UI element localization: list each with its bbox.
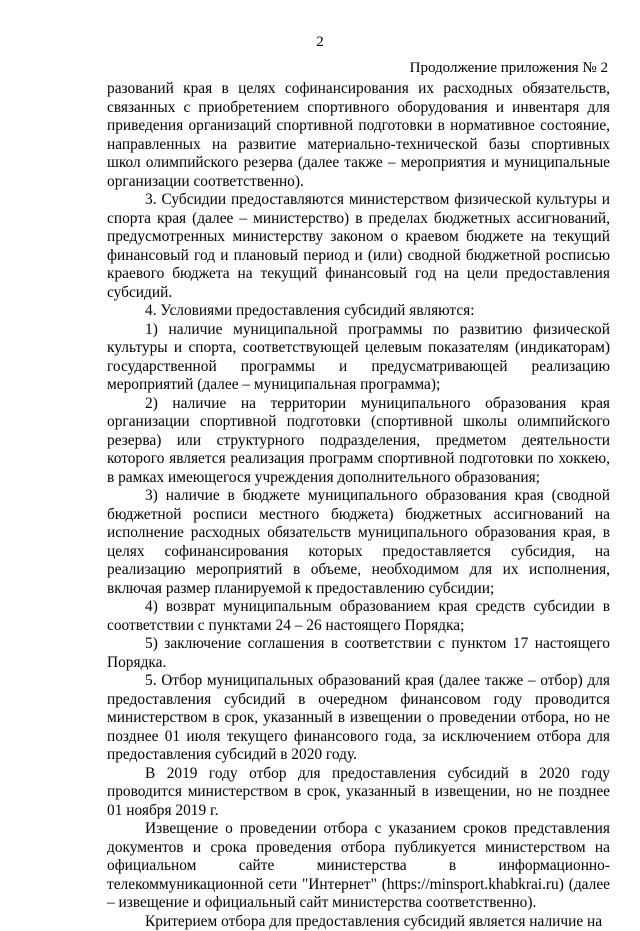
page-number: 2 [0, 34, 640, 51]
paragraph-continued: разований края в целях софинансирования их расходных обязательств, связанных с приобретением спортивного оборудования и инвентаря для приведения организаций спортивной подготовки в нормативное состояние, направленных на развитие материально-технической базы спортивных школ олимпийского резерва (далее также – мероприятия и муниципальные организации соответственно). [107, 80, 610, 191]
condition-1: 1) наличие муниципальной программы по развитию физической культуры и спорта, соответствующей целевым показателям (индикаторам) государственной программы и предусматривающей реализацию мероприятий (далее – муниципальная программа); [107, 321, 610, 395]
appendix-continuation-label: Продолжение приложения № 2 [410, 60, 608, 77]
paragraph-notice: Извещение о проведении отбора с указанием сроков представления документов и срока проведения отбора публикуется министерством на официальном сайте министерства в информационно-телекоммуникационной сети "Интернет" (https://minsport.khabkrai.ru) (далее – извещение и официальный сайт министерства соответственно). [107, 820, 610, 913]
paragraph-item-3: 3. Субсидии предоставляются министерством физической культуры и спорта края (далее – министерство) в пределах бюджетных ассигнований, предусмотренных министерству законом о краевом бюджете на текущий финансовый год и плановый период и (или) сводной бюджетной росписью краевого бюджета на текущий финансовый год на цели предоставления субсидий. [107, 191, 610, 302]
paragraph-item-4: 4. Условиями предоставления субсидий являются: [107, 302, 610, 321]
document-body [107, 80, 610, 931]
condition-3: 3) наличие в бюджете муниципального образования края (сводной бюджетной росписи местного бюджета) бюджетных ассигнований на исполнение расходных обязательств муниципального образования края, в целях софинансирования которых предоставляется субсидия, на реализацию мероприятий в объеме, необходимом для их исполнения, включая размер планируемой к предоставлению субсидии; [107, 487, 610, 598]
paragraph-item-5: 5. Отбор муниципальных образований края (далее также – отбор) для предоставления субсидий в очередном финансовом году проводится министерством в срок, указанный в извещении о проведении отбора, но не позднее 01 июля текущего финансового года, за исключением отбора для предоставления субсидий в 2020 году. [107, 672, 610, 765]
condition-4: 4) возврат муниципальным образованием края средств субсидии в соответствии с пунктами 24 – 26 настоящего Порядка; [107, 598, 610, 635]
paragraph-2019-selection: В 2019 году отбор для предоставления субсидий в 2020 году проводится министерством в срок, указанный в извещении, но не позднее 01 ноября 2019 г. [107, 765, 610, 821]
condition-5: 5) заключение соглашения в соответствии с пунктом 17 настоящего Порядка. [107, 635, 610, 672]
condition-2: 2) наличие на территории муниципального образования края организации спортивной подготовки (спортивной школы олимпийского резерва) или структурного подразделения, предметом деятельности которого является реализация программ спортивной подготовки по хоккею, в рамках имеющегося учреждения дополнительного образования; [107, 395, 610, 488]
paragraph-criterion: Критерием отбора для предоставления субсидий является наличие на [107, 913, 610, 931]
